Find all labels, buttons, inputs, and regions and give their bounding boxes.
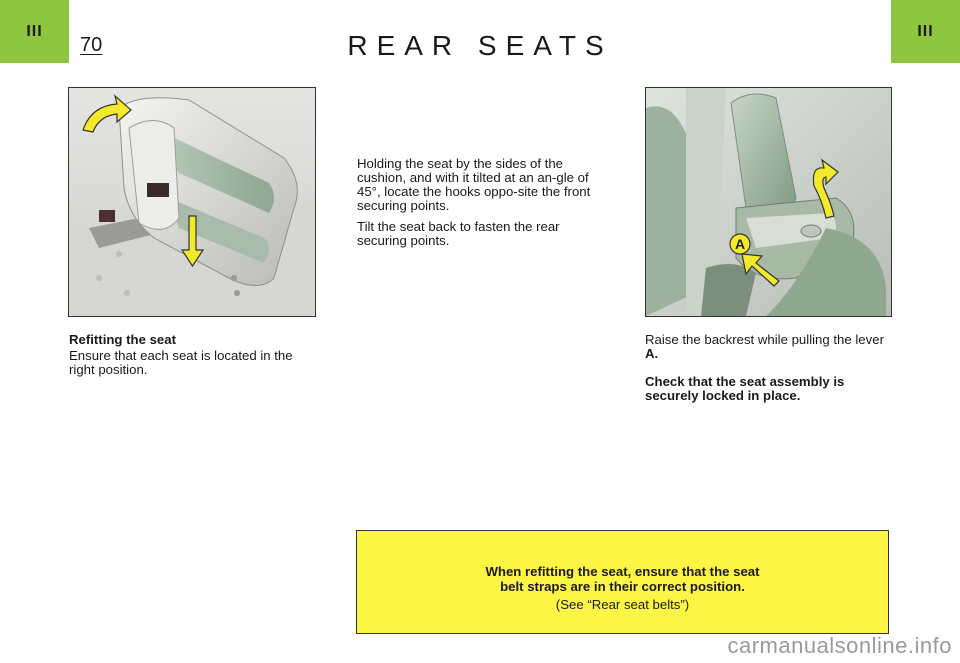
notice-line-1: When refitting the seat, ensure that the seat	[485, 564, 760, 579]
refit-instructions	[357, 157, 604, 255]
chapter-label-right: III	[917, 22, 934, 40]
page-title: REAR SEATS	[347, 30, 613, 61]
refit-seat-photo	[68, 87, 316, 317]
locked-warning: Check that the seat assembly is securely locked in place.	[645, 374, 845, 403]
chapter-label-left: III	[26, 22, 43, 40]
seatbelt-notice-box	[356, 530, 889, 634]
refit-heading: Refitting the seat	[69, 332, 176, 347]
footer-watermark: carmanualsonline.info	[727, 633, 952, 658]
notice-reference: (See “Rear seat belts”)	[555, 597, 690, 612]
raise-backrest-photo	[645, 87, 892, 317]
instruction-para-2: Tilt the seat back to fasten the rear securing points.	[357, 219, 560, 248]
refit-caption	[69, 333, 319, 384]
notice-line-2: belt straps are in their correct position.	[500, 579, 745, 594]
lever-label: A.	[645, 346, 659, 361]
backrest-body: Raise the backrest while pulling the lever	[645, 332, 884, 347]
page-number: 70	[80, 34, 103, 56]
callout-label-a: A	[734, 236, 746, 252]
backrest-caption	[645, 333, 895, 410]
refit-body: Ensure that each seat is located in the right position.	[69, 348, 293, 377]
instruction-para-1: Holding the seat by the sides of the cushion, and with it tilted at an an-gle of 45°, locate the hooks oppo-site the front securing points.	[357, 156, 591, 213]
raise-backrest-illustration	[646, 88, 891, 316]
refit-seat-illustration	[69, 88, 315, 316]
